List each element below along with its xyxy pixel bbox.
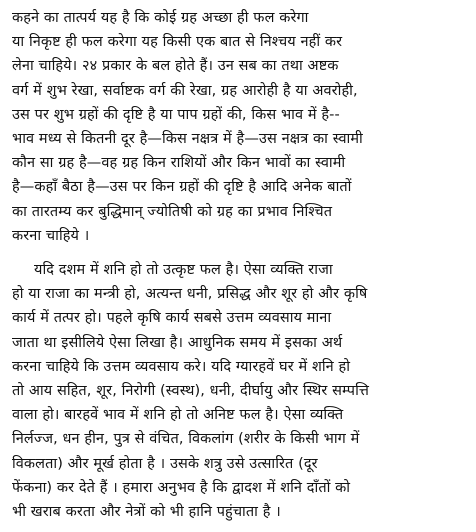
text-line: यदि दशम में शनि हो तो उत्कृष्ट फल है। ऐसा व्यक्ति राजा xyxy=(34,262,333,279)
text-line: वाला हो। बारहवें भाव में शनि हो तो अनिष्ट फल है। ऐसा व्यक्ति xyxy=(12,407,344,424)
text-line: विकलता) और मूर्ख होता है । उसके शत्रु उसे उत्सारित (दूर xyxy=(12,455,318,472)
text-line: या निकृष्ट ही फल करेगा यह किसी एक बात से निश्चय नहीं कर xyxy=(12,34,343,51)
text-line: हो या राजा का मन्त्री हो, अत्यन्त धनी, प्रसिद्ध और शूर हो और कृषि xyxy=(12,286,368,303)
text-line: कौन सा ग्रह है—वह ग्रह किन राशियों और किन भावों का स्वामी xyxy=(12,155,346,172)
paragraph-1 xyxy=(12,6,466,248)
text-line: लेना चाहिये। २४ प्रकार के बल होते हैं। उन सब का तथा अष्टक xyxy=(12,58,339,75)
text-line: कार्य में तत्पर हो। पहले कृषि कार्य सबसे उत्तम व्यवसाय माना xyxy=(12,310,332,327)
text-line: है—कहाँ बैठा है—उस पर किन ग्रहों की दृष्टि है आदि अनेक बातों xyxy=(12,179,352,196)
text-line: उस पर शुभ ग्रहों की दृष्टि है या पाप ग्रहों की, किस भाव में है-- xyxy=(12,106,340,123)
paragraph-2 xyxy=(12,258,466,524)
text-line: भाव मध्य से कितनी दूर है—किस नक्षत्र में है—उस नक्षत्र का स्वामी xyxy=(12,131,363,148)
text-line: तो आय सहित, शूर, निरोगी (स्वस्थ), धनी, दीर्घायु और स्थिर सम्पत्ति xyxy=(12,383,369,400)
text-line: करना चाहिये कि उत्तम व्यवसाय करे। यदि ग्यारहवें घर में शनि हो xyxy=(12,358,351,375)
text-line: फेंकना) कर देते हैं । हमारा अनुभव है कि द्वादश में शनि दाँतों को xyxy=(12,479,351,496)
text-line: कहने का तात्पर्य यह है कि कोई ग्रह अच्छा ही फल करेगा xyxy=(12,10,309,26)
text-line: वर्ग में शुभ रेखा, सर्वाष्टक वर्ग की रेखा, ग्रह आरोही है या अवरोही, xyxy=(12,82,358,99)
text-line: करना चाहिये । xyxy=(12,227,90,244)
text-line: का तारतम्य कर बुद्धिमान् ज्योतिषी को ग्रह का प्रभाव निश्चित xyxy=(12,203,333,220)
text-line: भी खराब करता और नेत्रों को भी हानि पहुंचाता है । xyxy=(12,504,281,521)
text-line: जाता था इसीलिये ऐसा लिखा है। आधुनिक समय में इसका अर्थ xyxy=(12,334,343,351)
text-line: निर्लज्ज, धन हीन, पुत्र से वंचित, विकलांग (शरीर के किसी भाग में xyxy=(12,431,360,448)
